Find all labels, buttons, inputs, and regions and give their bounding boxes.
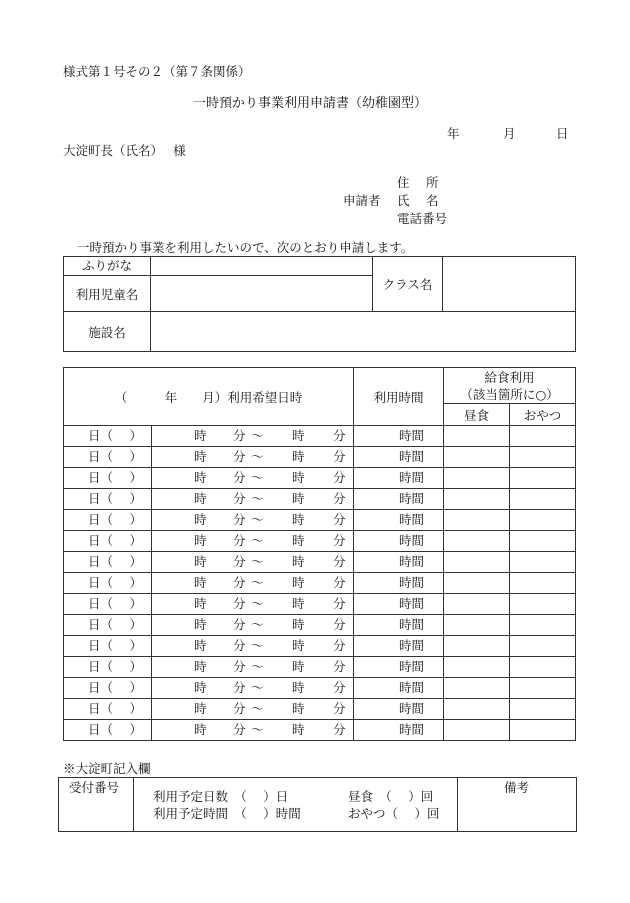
end-minute-label: 分 xyxy=(333,428,346,443)
applicant-phone-label: 電話番号 xyxy=(397,211,448,226)
range-tilde: ～ xyxy=(251,491,264,506)
snack-cell[interactable] xyxy=(510,426,576,447)
schedule-row xyxy=(64,531,576,552)
range-tilde: ～ xyxy=(251,575,264,590)
snack-cell[interactable] xyxy=(510,552,576,573)
hours-unit-label: 時間 xyxy=(399,554,425,569)
schedule-row xyxy=(64,636,576,657)
snack-cell[interactable] xyxy=(510,489,576,510)
day-cell[interactable] xyxy=(64,657,152,678)
range-tilde: ～ xyxy=(251,680,264,695)
day-cell[interactable] xyxy=(64,489,152,510)
schedule-row xyxy=(64,489,576,510)
snack-header: おやつ xyxy=(510,404,576,426)
applicant-address-label: 住 所 xyxy=(397,175,439,190)
child-info-table xyxy=(63,256,576,352)
start-minute-label: 分 xyxy=(233,596,246,611)
start-hour-label: 時 xyxy=(194,701,207,716)
end-minute-label: 分 xyxy=(333,491,346,506)
hours-unit-label: 時間 xyxy=(399,722,425,737)
schedule-date-header: （ 年 月）利用希望日時 xyxy=(64,368,354,426)
day-cell[interactable] xyxy=(64,678,152,699)
hours-unit-label: 時間 xyxy=(399,449,425,464)
schedule-row xyxy=(64,678,576,699)
end-hour-label: 時 xyxy=(292,449,305,464)
day-cell[interactable] xyxy=(64,552,152,573)
lunch-header: 昼食 xyxy=(444,404,510,426)
hours-unit-label: 時間 xyxy=(399,428,425,443)
hours-cell[interactable] xyxy=(354,573,444,594)
class-name-label: クラス名 xyxy=(373,257,443,312)
end-minute-label: 分 xyxy=(333,722,346,737)
furigana-label: ふりがな xyxy=(64,257,151,276)
day-cell[interactable] xyxy=(64,636,152,657)
day-cell[interactable] xyxy=(64,510,152,531)
hours-unit-label: 時間 xyxy=(399,470,425,485)
start-hour-label: 時 xyxy=(194,428,207,443)
time-range-cell[interactable] xyxy=(152,447,354,468)
start-minute-label: 分 xyxy=(233,533,246,548)
hours-unit-label: 時間 xyxy=(399,680,425,695)
furigana-field[interactable] xyxy=(151,257,373,276)
schedule-row xyxy=(64,699,576,720)
range-tilde: ～ xyxy=(251,512,264,527)
schedule-row xyxy=(64,573,576,594)
end-minute-label: 分 xyxy=(333,617,346,632)
schedule-row xyxy=(64,720,576,741)
day-label: 日（ ） xyxy=(88,722,142,737)
form-title: 一時預かり事業利用申請書（幼稚園型） xyxy=(193,96,428,111)
hours-unit-label: 時間 xyxy=(399,659,425,674)
schedule-row xyxy=(64,594,576,615)
hours-cell[interactable] xyxy=(354,594,444,615)
town-use-table xyxy=(58,777,577,832)
start-minute-label: 分 xyxy=(233,659,246,674)
day-label: 日（ ） xyxy=(88,638,142,653)
day-label: 日（ ） xyxy=(88,659,142,674)
day-label: 日（ ） xyxy=(88,680,142,695)
start-minute-label: 分 xyxy=(233,701,246,716)
hours-cell[interactable] xyxy=(354,447,444,468)
start-minute-label: 分 xyxy=(233,428,246,443)
day-cell[interactable] xyxy=(64,468,152,489)
town-section-label: ※大淀町記入欄 xyxy=(63,761,151,776)
day-label: 日（ ） xyxy=(88,617,142,632)
start-minute-label: 分 xyxy=(233,491,246,506)
end-hour-label: 時 xyxy=(292,638,305,653)
lunch-cell[interactable] xyxy=(444,594,510,615)
lunch-cell[interactable] xyxy=(444,636,510,657)
time-range-cell[interactable] xyxy=(152,594,354,615)
date-month: 月 xyxy=(503,126,516,141)
class-name-field[interactable] xyxy=(443,257,576,312)
end-minute-label: 分 xyxy=(333,512,346,527)
hours-cell[interactable] xyxy=(354,468,444,489)
start-minute-label: 分 xyxy=(233,617,246,632)
end-minute-label: 分 xyxy=(333,449,346,464)
hours-cell[interactable] xyxy=(354,510,444,531)
schedule-row xyxy=(64,615,576,636)
time-range-cell[interactable] xyxy=(152,468,354,489)
end-minute-label: 分 xyxy=(333,659,346,674)
start-minute-label: 分 xyxy=(233,470,246,485)
lunch-cell[interactable] xyxy=(444,699,510,720)
start-hour-label: 時 xyxy=(194,722,207,737)
time-range-cell[interactable] xyxy=(152,615,354,636)
day-cell[interactable] xyxy=(64,594,152,615)
day-cell[interactable] xyxy=(64,699,152,720)
snack-cell[interactable] xyxy=(510,636,576,657)
hours-unit-label: 時間 xyxy=(399,533,425,548)
applicant-group-label: 申請者 xyxy=(343,193,381,208)
day-label: 日（ ） xyxy=(88,491,142,506)
day-label: 日（ ） xyxy=(88,533,142,548)
hours-cell[interactable] xyxy=(354,678,444,699)
start-hour-label: 時 xyxy=(194,575,207,590)
start-minute-label: 分 xyxy=(233,575,246,590)
start-hour-label: 時 xyxy=(194,680,207,695)
start-hour-label: 時 xyxy=(194,470,207,485)
start-minute-label: 分 xyxy=(233,638,246,653)
planned-time-label: 利用予定時間 （ ）時間 xyxy=(153,806,301,821)
end-hour-label: 時 xyxy=(292,428,305,443)
range-tilde: ～ xyxy=(251,617,264,632)
lunch-cell[interactable] xyxy=(444,489,510,510)
end-minute-label: 分 xyxy=(333,554,346,569)
snack-count-label: おやつ（ ）回 xyxy=(348,806,440,821)
hours-unit-label: 時間 xyxy=(399,617,425,632)
day-label: 日（ ） xyxy=(88,449,142,464)
range-tilde: ～ xyxy=(251,722,264,737)
end-minute-label: 分 xyxy=(333,680,346,695)
day-label: 日（ ） xyxy=(88,575,142,590)
schedule-table xyxy=(63,367,576,741)
lunch-cell[interactable] xyxy=(444,615,510,636)
time-range-cell[interactable] xyxy=(152,510,354,531)
range-tilde: ～ xyxy=(251,554,264,569)
day-cell[interactable] xyxy=(64,615,152,636)
remarks-cell[interactable] xyxy=(458,778,577,832)
hours-cell[interactable] xyxy=(354,636,444,657)
end-hour-label: 時 xyxy=(292,491,305,506)
day-cell[interactable] xyxy=(64,447,152,468)
end-hour-label: 時 xyxy=(292,470,305,485)
range-tilde: ～ xyxy=(251,701,264,716)
range-tilde: ～ xyxy=(251,470,264,485)
receipt-number-label: 受付番号 xyxy=(69,780,120,795)
start-hour-label: 時 xyxy=(194,638,207,653)
hours-unit-label: 時間 xyxy=(399,596,425,611)
range-tilde: ～ xyxy=(251,449,264,464)
snack-cell[interactable] xyxy=(510,531,576,552)
snack-cell[interactable] xyxy=(510,447,576,468)
child-name-field[interactable] xyxy=(151,276,373,312)
lunch-cell[interactable] xyxy=(444,552,510,573)
end-hour-label: 時 xyxy=(292,554,305,569)
time-range-cell[interactable] xyxy=(152,699,354,720)
time-range-cell[interactable] xyxy=(152,531,354,552)
lunch-cell[interactable] xyxy=(444,531,510,552)
lunch-cell[interactable] xyxy=(444,468,510,489)
planned-usage-cell[interactable] xyxy=(134,778,458,832)
day-label: 日（ ） xyxy=(88,470,142,485)
snack-cell[interactable] xyxy=(510,657,576,678)
range-tilde: ～ xyxy=(251,596,264,611)
time-range-cell[interactable] xyxy=(152,678,354,699)
hours-unit-label: 時間 xyxy=(399,638,425,653)
end-hour-label: 時 xyxy=(292,596,305,611)
end-hour-label: 時 xyxy=(292,701,305,716)
start-minute-label: 分 xyxy=(233,680,246,695)
hours-cell[interactable] xyxy=(354,720,444,741)
snack-cell[interactable] xyxy=(510,699,576,720)
day-cell[interactable] xyxy=(64,531,152,552)
lunch-cell[interactable] xyxy=(444,426,510,447)
addressee: 大淀町長（氏名） 様 xyxy=(63,143,186,158)
intro-text: 一時預かり事業を利用したいので、次のとおり申請します。 xyxy=(77,240,414,255)
schedule-row xyxy=(64,447,576,468)
meal-header xyxy=(444,368,576,404)
hours-unit-label: 時間 xyxy=(399,491,425,506)
start-minute-label: 分 xyxy=(233,554,246,569)
end-hour-label: 時 xyxy=(292,659,305,674)
day-cell[interactable] xyxy=(64,720,152,741)
end-hour-label: 時 xyxy=(292,575,305,590)
start-minute-label: 分 xyxy=(233,512,246,527)
start-minute-label: 分 xyxy=(233,722,246,737)
hours-cell[interactable] xyxy=(354,531,444,552)
end-minute-label: 分 xyxy=(333,470,346,485)
end-minute-label: 分 xyxy=(333,701,346,716)
time-range-cell[interactable] xyxy=(152,426,354,447)
day-cell[interactable] xyxy=(64,426,152,447)
lunch-cell[interactable] xyxy=(444,573,510,594)
start-minute-label: 分 xyxy=(233,449,246,464)
day-label: 日（ ） xyxy=(88,701,142,716)
hours-cell[interactable] xyxy=(354,489,444,510)
end-hour-label: 時 xyxy=(292,722,305,737)
schedule-row xyxy=(64,426,576,447)
end-hour-label: 時 xyxy=(292,617,305,632)
lunch-count-label: 昼食 （ ）回 xyxy=(348,789,434,804)
end-minute-label: 分 xyxy=(333,575,346,590)
form-number: 様式第１号その２（第７条関係） xyxy=(63,64,251,79)
meal-header-note: （該当箇所に○） xyxy=(460,386,559,402)
child-name-label: 利用児童名 xyxy=(64,276,151,312)
end-minute-label: 分 xyxy=(333,596,346,611)
snack-cell[interactable] xyxy=(510,615,576,636)
lunch-cell[interactable] xyxy=(444,510,510,531)
day-label: 日（ ） xyxy=(88,554,142,569)
day-label: 日（ ） xyxy=(88,596,142,611)
schedule-row xyxy=(64,552,576,573)
time-range-cell[interactable] xyxy=(152,657,354,678)
start-hour-label: 時 xyxy=(194,512,207,527)
time-range-cell[interactable] xyxy=(152,489,354,510)
time-range-cell[interactable] xyxy=(152,573,354,594)
range-tilde: ～ xyxy=(251,659,264,674)
date-day: 日 xyxy=(556,126,569,141)
schedule-row xyxy=(64,468,576,489)
snack-cell[interactable] xyxy=(510,510,576,531)
hours-unit-label: 時間 xyxy=(399,512,425,527)
snack-cell[interactable] xyxy=(510,678,576,699)
planned-days-label: 利用予定日数 （ ）日 xyxy=(153,789,289,804)
end-minute-label: 分 xyxy=(333,638,346,653)
snack-cell[interactable] xyxy=(510,720,576,741)
applicant-name-label: 氏 名 xyxy=(397,193,439,208)
hours-unit-label: 時間 xyxy=(399,575,425,590)
receipt-number-cell[interactable] xyxy=(59,778,134,832)
facility-label: 施設名 xyxy=(64,312,151,352)
range-tilde: ～ xyxy=(251,533,264,548)
range-tilde: ～ xyxy=(251,638,264,653)
day-label: 日（ ） xyxy=(88,428,142,443)
start-hour-label: 時 xyxy=(194,491,207,506)
end-hour-label: 時 xyxy=(292,533,305,548)
hours-cell[interactable] xyxy=(354,699,444,720)
time-range-cell[interactable] xyxy=(152,552,354,573)
schedule-row xyxy=(64,510,576,531)
end-minute-label: 分 xyxy=(333,533,346,548)
hours-cell[interactable] xyxy=(354,552,444,573)
hours-unit-label: 時間 xyxy=(399,701,425,716)
range-tilde: ～ xyxy=(251,428,264,443)
lunch-cell[interactable] xyxy=(444,447,510,468)
lunch-cell[interactable] xyxy=(444,657,510,678)
date-year: 年 xyxy=(447,126,460,141)
end-hour-label: 時 xyxy=(292,512,305,527)
snack-cell[interactable] xyxy=(510,594,576,615)
time-range-cell[interactable] xyxy=(152,720,354,741)
start-hour-label: 時 xyxy=(194,554,207,569)
day-cell[interactable] xyxy=(64,573,152,594)
day-label: 日（ ） xyxy=(88,512,142,527)
schedule-row xyxy=(64,657,576,678)
lunch-cell[interactable] xyxy=(444,720,510,741)
snack-cell[interactable] xyxy=(510,573,576,594)
end-hour-label: 時 xyxy=(292,680,305,695)
start-hour-label: 時 xyxy=(194,533,207,548)
snack-cell[interactable] xyxy=(510,468,576,489)
schedule-hours-header: 利用時間 xyxy=(354,368,444,426)
start-hour-label: 時 xyxy=(194,659,207,674)
hours-cell[interactable] xyxy=(354,426,444,447)
hours-cell[interactable] xyxy=(354,615,444,636)
meal-header-title: 給食利用 xyxy=(484,369,535,385)
remarks-label: 備考 xyxy=(504,780,530,795)
time-range-cell[interactable] xyxy=(152,636,354,657)
hours-cell[interactable] xyxy=(354,657,444,678)
lunch-cell[interactable] xyxy=(444,678,510,699)
facility-field[interactable] xyxy=(151,312,576,352)
start-hour-label: 時 xyxy=(194,449,207,464)
start-hour-label: 時 xyxy=(194,617,207,632)
start-hour-label: 時 xyxy=(194,596,207,611)
